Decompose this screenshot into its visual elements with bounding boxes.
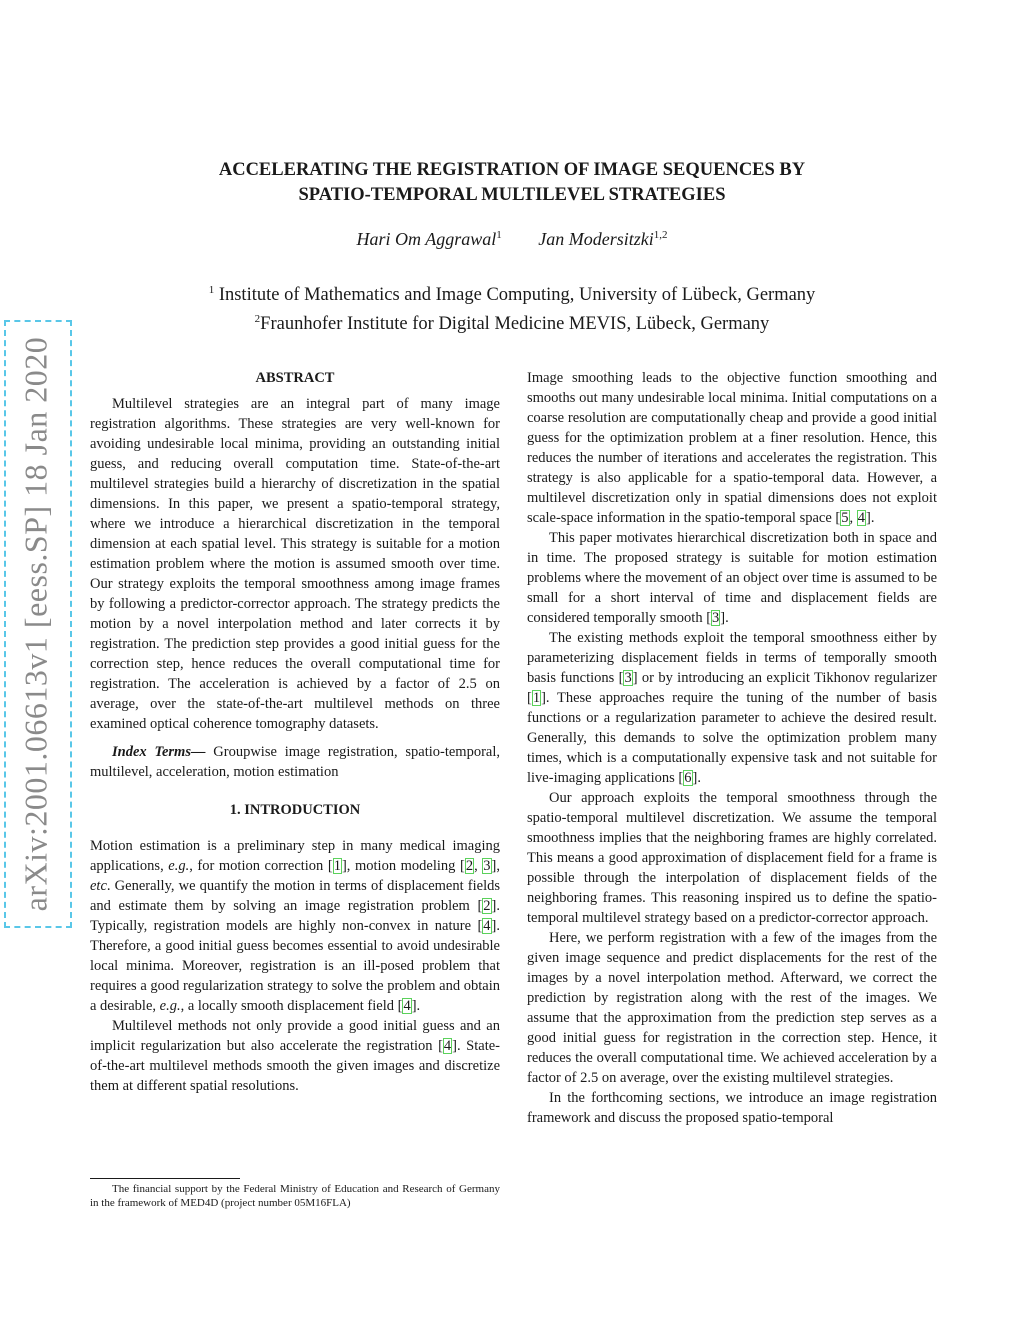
affiliation-2-text: Fraunhofer Institute for Digital Medicine MEVIS, Lübeck, Germany — [260, 314, 770, 335]
author-1 — [357, 229, 502, 249]
citation-link[interactable]: 4 — [403, 998, 411, 1014]
author-list — [140, 229, 884, 250]
citation-link[interactable]: 4 — [483, 918, 491, 934]
author-2-name: Jan Modersitzki — [538, 229, 654, 249]
right-paragraph-2: This paper motivates hierarchical discretization both in space and in time. The proposed strategy is suitable for motion estimation problems where the movement of an object over time is assumed to be small for a short interval of time and displacement fields are considered temporally smooth [3]. — [527, 530, 937, 626]
abstract-heading: ABSTRACT — [255, 370, 335, 386]
citation-link[interactable]: 3 — [624, 670, 632, 686]
index-terms-text: Groupwise image registration, spatio-temporal, multilevel, acceleration, motion estimation — [90, 744, 500, 780]
arxiv-identifier: arXiv:2001.06613v1 [eess.SP] 18 Jan 2020 — [17, 336, 54, 912]
citation-link[interactable]: 3 — [483, 858, 491, 874]
citation-link[interactable]: 2 — [465, 858, 474, 874]
paper-title — [140, 158, 884, 208]
author-2 — [538, 229, 667, 249]
citation-link[interactable]: 3 — [712, 610, 720, 626]
footnote: The financial support by the Federal Ministry of Education and Research of Germany in the framework of MED4D (project number 05M16FLA) — [90, 1183, 500, 1209]
affiliation-1 — [120, 278, 904, 307]
author-1-name: Hari Om Aggrawal — [356, 229, 497, 249]
citation-link[interactable]: 1 — [333, 858, 341, 874]
right-paragraph-6: In the forthcoming sections, we introduce an image registration framework and discuss the proposed spatio-temporal — [527, 1090, 937, 1126]
affiliations — [120, 278, 904, 336]
introduction-heading: 1. INTRODUCTION — [229, 802, 361, 818]
right-paragraph-4: Our approach exploits the temporal smoothness through the spatio-temporal multilevel discretization. We assume the temporal smoothness implies that the neighboring frames are highly correlated. This means a good approximation of displacement field for a frame is possible through the interpolation of displacement fields of the neighboring frames. This reasoning inspired us to define the spatio-temporal multilevel strategy based on a predictor-corrector approach. — [527, 790, 937, 926]
citation-link[interactable]: 4 — [443, 1038, 452, 1054]
intro-paragraph-2: Multilevel methods not only provide a good initial guess and an implicit regularization but also accelerate the registration [4]. State-of-the-art multilevel methods smooth the given images and discretize them at different spatial resolutions. — [90, 1018, 500, 1094]
affiliation-2 — [120, 307, 904, 336]
citation-link[interactable]: 2 — [483, 898, 491, 914]
citation-link[interactable]: 5 — [841, 510, 849, 526]
right-paragraph-5: Here, we perform registration with a few of the images from the given image sequence and predict displacements for the rest of the images by a novel interpolation method. Afterward, we correct the prediction by registration along with the rest of the images. We assume that the approximation from the prediction step serves as a good initial guess for registration in the correction step. Hence, it reduces the overall computational time. We achieved acceleration by a factor of 2.5 on average, over the existing multilevel strategies. — [527, 930, 937, 1086]
affiliation-2-sup: 2 — [254, 313, 261, 326]
citation-link[interactable]: 1 — [532, 690, 541, 706]
footnote-rule — [90, 1178, 240, 1179]
abstract-text: Multilevel strategies are an integral part of many image registration algorithms. These strategies are very well-known for avoiding undesirable local minima, providing an outstanding initial guess, and reducing overall computation time. State-of-the-art multilevel strategies build a hierarchy of discretization in the spatial dimensions. In this paper, we present a spatio-temporal strategy, where we introduce a hierarchical discretization in the temporal dimension at each spatial level. This strategy is suitable for a motion estimation problem where the motion is assumed smooth over time. Our strategy exploits the temporal smoothness among image frames by following a predictor-corrector approach. The strategy predicts the motion by a novel interpolation method and later corrects it by registration. The prediction step provides a good initial guess for the correction step, hence reduces the overall computational time for registration. The acceleration is achieved by a factor of 2.5 on average, over the state-of-the-art multilevel methods on three examined optical coherence tomography datasets. — [90, 396, 500, 732]
author-1-sup: 1 — [496, 229, 502, 241]
right-paragraph-1: Image smoothing leads to the objective function smoothing and smooths out many undesirable local minima. Initial computations on a coarse resolution are computationally cheap and provide a good initial guess for the optimization problem at a finer resolution. Hence, this reduces the number of iterations and accelerates the registration. This strategy is also applicable for a spatio-temporal data. However, a multilevel discretization only in spatial dimensions does not exploit scale-space information in the spatio-temporal space [5, 4]. — [527, 370, 937, 526]
right-paragraph-3: The existing methods exploit the temporal smoothness either by parameterizing displacement fields in terms of temporally smooth basis functions [3] or by introducing an explicit Tikhonov regularizer [1]. These approaches require the tuning of the number of basis functions or a regularization parameter to achieve the desired result. Generally, this demands to solve the optimization problem many times, which is a computationally expensive task and not suitable for live-imaging applications [6]. — [527, 630, 937, 786]
citation-link[interactable]: 4 — [857, 510, 865, 526]
affiliation-1-text: Institute of Mathematics and Image Computing, University of Lübeck, Germany — [214, 285, 816, 306]
affiliation-1-sup: 1 — [208, 284, 215, 296]
index-terms-label: Index Terms— — [112, 744, 206, 760]
author-2-sup: 1,2 — [653, 229, 668, 241]
title-line-1: ACCELERATING THE REGISTRATION OF IMAGE SEQUENCES BY — [218, 160, 806, 180]
citation-link[interactable]: 6 — [684, 770, 692, 786]
index-terms — [90, 742, 500, 782]
title-line-2: SPATIO-TEMPORAL MULTILEVEL STRATEGIES — [298, 185, 726, 205]
right-column — [527, 368, 937, 1128]
left-column — [90, 368, 500, 1096]
intro-paragraph-1: Motion estimation is a preliminary step in many medical imaging applications, e.g., for motion correction [1], motion modeling [2, 3], etc. Generally, we quantify the motion in terms of displacement fields and estimate them by solving an image registration problem [2]. Typically, registration models are highly non-convex in nature [4]. Therefore, a good initial guess becomes essential to avoid undesirable local minima. Moreover, registration is an ill-posed problem that requires a good regularization strategy to solve the problem and obtain a desirable, e.g., a locally smooth displacement field [4]. — [90, 838, 500, 1014]
